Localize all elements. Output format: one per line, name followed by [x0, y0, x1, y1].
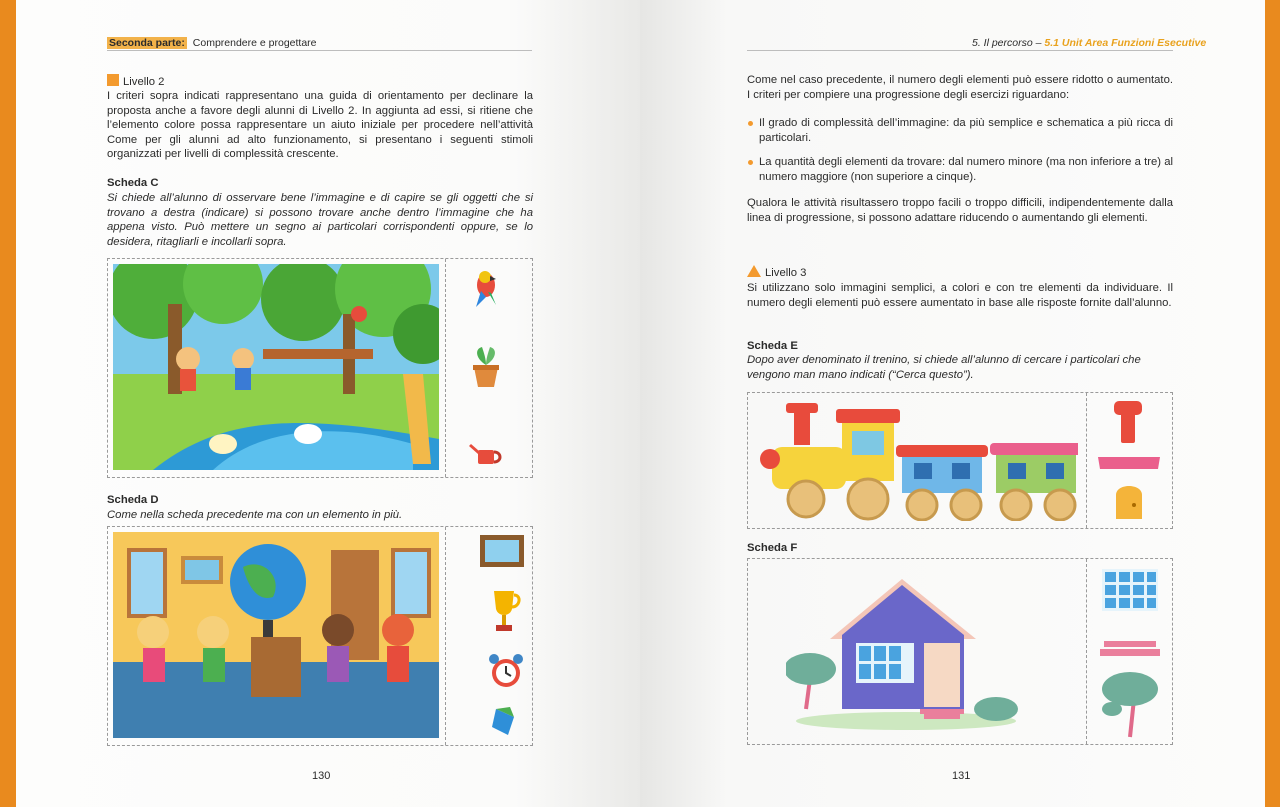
header-chapter: 5. Il percorso –	[972, 37, 1042, 49]
column-divider	[1086, 393, 1087, 528]
park-scene-image	[113, 264, 439, 470]
column-divider	[445, 259, 446, 477]
level-3-text: Si utilizzano solo immagini semplici, a colori e con tre elementi da individuare. Il numero degli elementi può essere aumentato in base alle risposte fornite dall’alunno.	[747, 282, 1173, 309]
chimney-icon	[1108, 399, 1148, 445]
right-page	[640, 0, 1265, 807]
right-running-header	[972, 36, 1207, 50]
scheda-c-worksheet	[107, 258, 533, 478]
trophy-icon	[486, 587, 522, 639]
orange-square-icon	[107, 74, 119, 86]
level-2-heading: Livello 2	[107, 74, 533, 90]
list-item: La quantità degli elementi da trovare: dal numero minore (ma non inferiore a tre) al numero maggiore (non superiore a cinque).	[747, 155, 1173, 184]
column-divider	[1086, 559, 1087, 744]
house-image	[786, 569, 1026, 739]
scheda-c-title: Scheda C	[107, 177, 159, 189]
criteria-list	[747, 116, 1173, 194]
picture-frame-icon	[478, 533, 526, 569]
adapt-text: Qualora le attività risultassero troppo facili o troppo difficili, indipendentemente dalla linea di progressione, si possono adattare riducendo o aumentando gli elementi.	[747, 197, 1173, 224]
tree-icon	[1098, 669, 1162, 739]
sharpener-icon	[490, 703, 520, 739]
intro-text: Come nel caso precedente, il numero degli elementi può essere ridotto o aumentato. I criteri per compiere una progressione degli esercizi riguardano:	[747, 74, 1173, 101]
column-divider	[445, 527, 446, 745]
left-running-header	[107, 36, 317, 50]
scheda-f-worksheet	[747, 558, 1173, 745]
scheda-d-worksheet	[107, 526, 533, 746]
scheda-e-worksheet	[747, 392, 1173, 529]
list-item: Il grado di complessità dell’immagine: da più semplice e schematica a più ricca di particolari.	[747, 116, 1173, 145]
watering-can-icon	[468, 442, 504, 468]
header-rule	[747, 50, 1173, 51]
scheda-d-title: Scheda D	[107, 494, 159, 506]
pink-roof-icon	[1096, 453, 1162, 473]
scheda-d-text: Come nella scheda precedente ma con un elemento in più.	[107, 509, 403, 521]
header-part-title: Comprendere e progettare	[192, 37, 317, 49]
yellow-door-icon	[1114, 481, 1144, 521]
toy-train-image	[756, 401, 1078, 521]
header-rule	[107, 50, 532, 51]
level-3-heading: Livello 3	[747, 265, 806, 281]
alarm-clock-icon	[486, 651, 526, 691]
header-part-label: Seconda parte:	[109, 37, 185, 49]
scheda-e-text: Dopo aver denominato il trenino, si chiede all’alunno di cercare i particolari che vengono man mano indicati (“Cerca questo”).	[747, 354, 1141, 381]
scheda-e-title: Scheda E	[747, 340, 798, 352]
header-section: 5.1 Unit Area Funzioni Esecutive	[1044, 37, 1207, 49]
level-2-text: I criteri sopra indicati rappresentano una guida di orientamento per declinare la proposta anche a favore degli alunni di Livello 2. In aggiunta ad essi, si ritiene che l’elemento colore possa rappresentare un aiuto iniziale per procedere nell’attività Come per gli alunni ad alto funzionamento, si presentano i seguenti stimoli organizzati per livelli di complessità crescente.	[107, 90, 533, 161]
scheda-c-text: Si chiede all’alunno di osservare bene l’immagine e di capire se gli oggetti che si trovano a destra (indicare) si possono trovare anche dentro l’immagine che ha appena visto. Può mettere un segno ai particolari corrispondenti oppure, se lo desidera, ritagliarli e incollarli sopra.	[107, 192, 533, 248]
scheda-f-title: Scheda F	[747, 542, 798, 554]
classroom-scene-image	[113, 532, 439, 738]
pink-steps-icon	[1100, 639, 1160, 659]
page-number: 130	[312, 770, 331, 782]
orange-triangle-icon	[747, 265, 761, 277]
parrot-icon	[466, 267, 506, 309]
potted-plant-icon	[468, 343, 504, 391]
page-number: 131	[952, 770, 971, 782]
house-window-icon	[1100, 567, 1160, 613]
left-page	[16, 0, 640, 807]
